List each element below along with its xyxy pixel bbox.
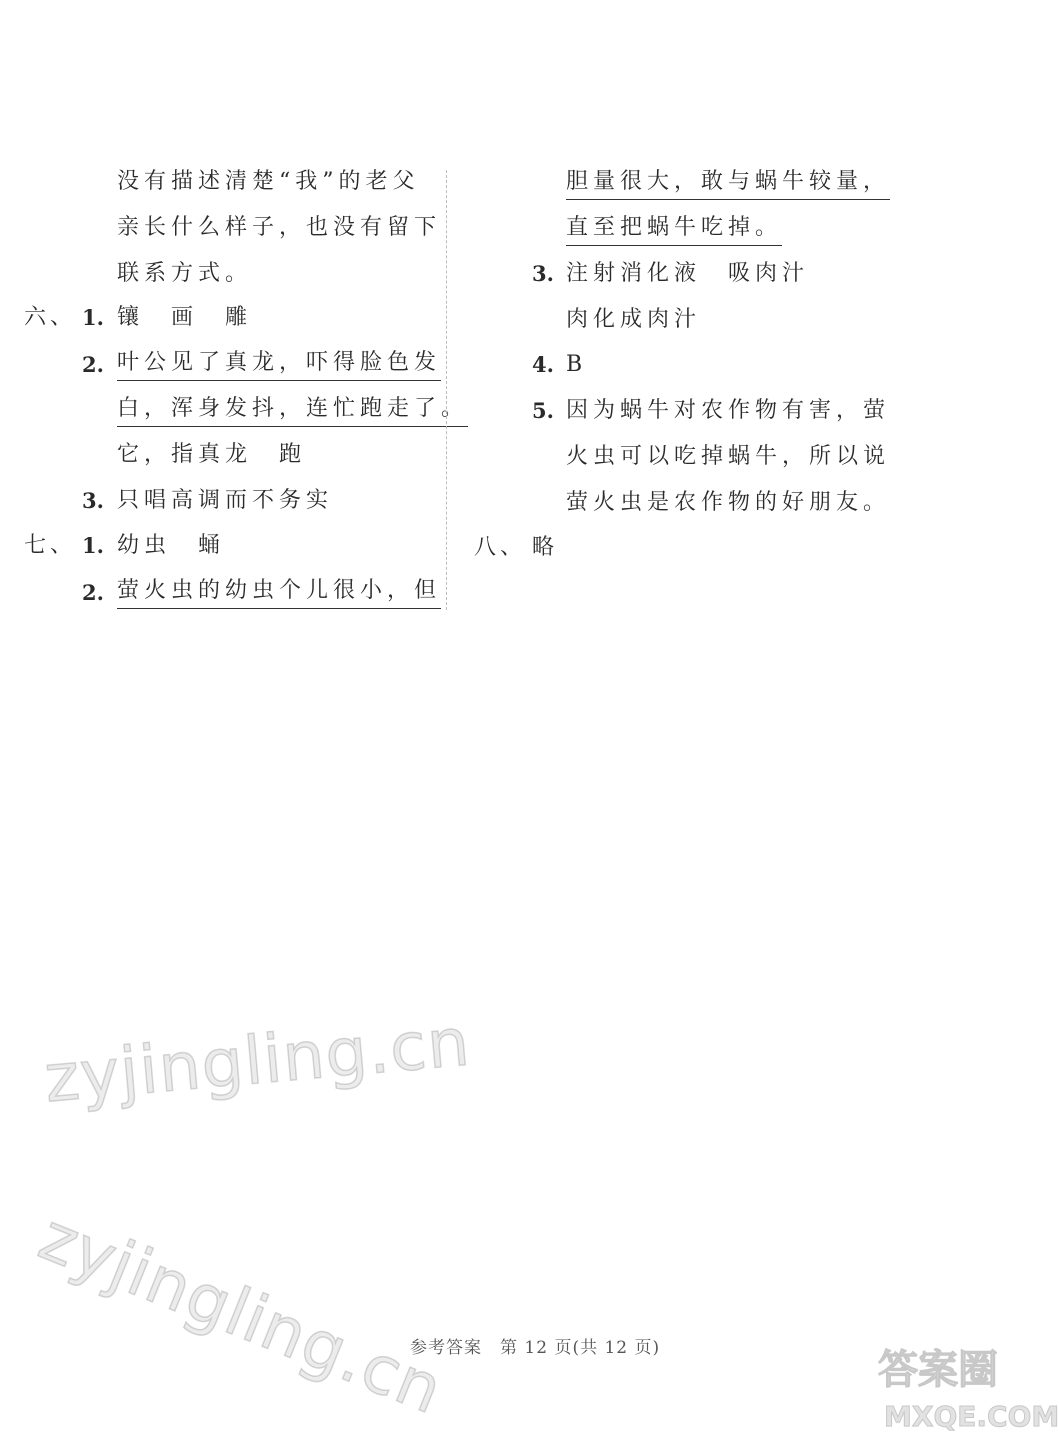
right-q5-number: 5. — [532, 398, 554, 423]
section-seven-label: 七、 — [24, 533, 77, 558]
right-q3-answer-line-2: 肉化成肉汁 — [566, 307, 702, 332]
column-divider — [446, 170, 447, 610]
left-continuation-line-2: 亲长什么样子，也没有留下 — [117, 215, 442, 240]
right-continuation-line-2: 直至把蜗牛吃掉。 — [566, 213, 782, 246]
right-q3-number: 3. — [532, 261, 554, 286]
logo-sub-text: MXQE.COM — [884, 1400, 1059, 1433]
logo-main-text: 答案圈 — [878, 1346, 998, 1393]
watermark-2: zyjingling.cn — [29, 1198, 454, 1430]
right-q4-answer: B — [566, 352, 588, 377]
watermark-1: zyjingling.cn — [41, 1003, 474, 1118]
section-six-q1-number: 1. — [82, 305, 104, 330]
right-continuation-line-1: 胆量很大，敢与蜗牛较量， — [566, 167, 890, 200]
section-six-label: 六、 — [24, 305, 77, 330]
right-q5-answer-line-1: 因为蜗牛对农作物有害，萤 — [566, 398, 891, 423]
section-six-q2-answer-line-2: 白，浑身发抖，连忙跑走了。 — [117, 394, 468, 427]
section-six-q2-answer-line-3: 它，指真龙 跑 — [117, 442, 307, 467]
section-six-q2-answer-line-1: 叶公见了真龙，吓得脸色发 — [117, 348, 441, 381]
right-q5-answer-line-3: 萤火虫是农作物的好朋友。 — [566, 490, 891, 515]
left-continuation-line-1: 没有描述清楚“我”的老父 — [117, 169, 420, 194]
section-six-q3-number: 3. — [82, 488, 104, 513]
section-seven-q1-answer: 幼虫 蛹 — [117, 533, 226, 558]
right-q3-answer-line-1: 注射消化液 吸肉汁 — [566, 261, 810, 286]
left-continuation-line-3: 联系方式。 — [117, 261, 253, 286]
section-six-q3-answer: 只唱高调而不务实 — [117, 488, 334, 513]
section-seven-q2-number: 2. — [82, 580, 104, 605]
section-seven-q1-number: 1. — [82, 533, 104, 558]
section-seven-q2-answer-line-1: 萤火虫的幼虫个儿很小，但 — [117, 576, 441, 609]
right-q5-answer-line-2: 火虫可以吃掉蜗牛，所以说 — [566, 444, 891, 469]
section-eight-label: 八、 — [474, 535, 527, 560]
page-footer: 参考答案 第 12 页(共 12 页) — [410, 1338, 661, 1358]
section-eight-answer: 略 — [532, 535, 560, 560]
right-q4-number: 4. — [532, 352, 554, 377]
section-six-q2-number: 2. — [82, 352, 104, 377]
section-six-q1-answer: 镶 画 雕 — [117, 305, 253, 330]
site-logo — [878, 1338, 1059, 1446]
